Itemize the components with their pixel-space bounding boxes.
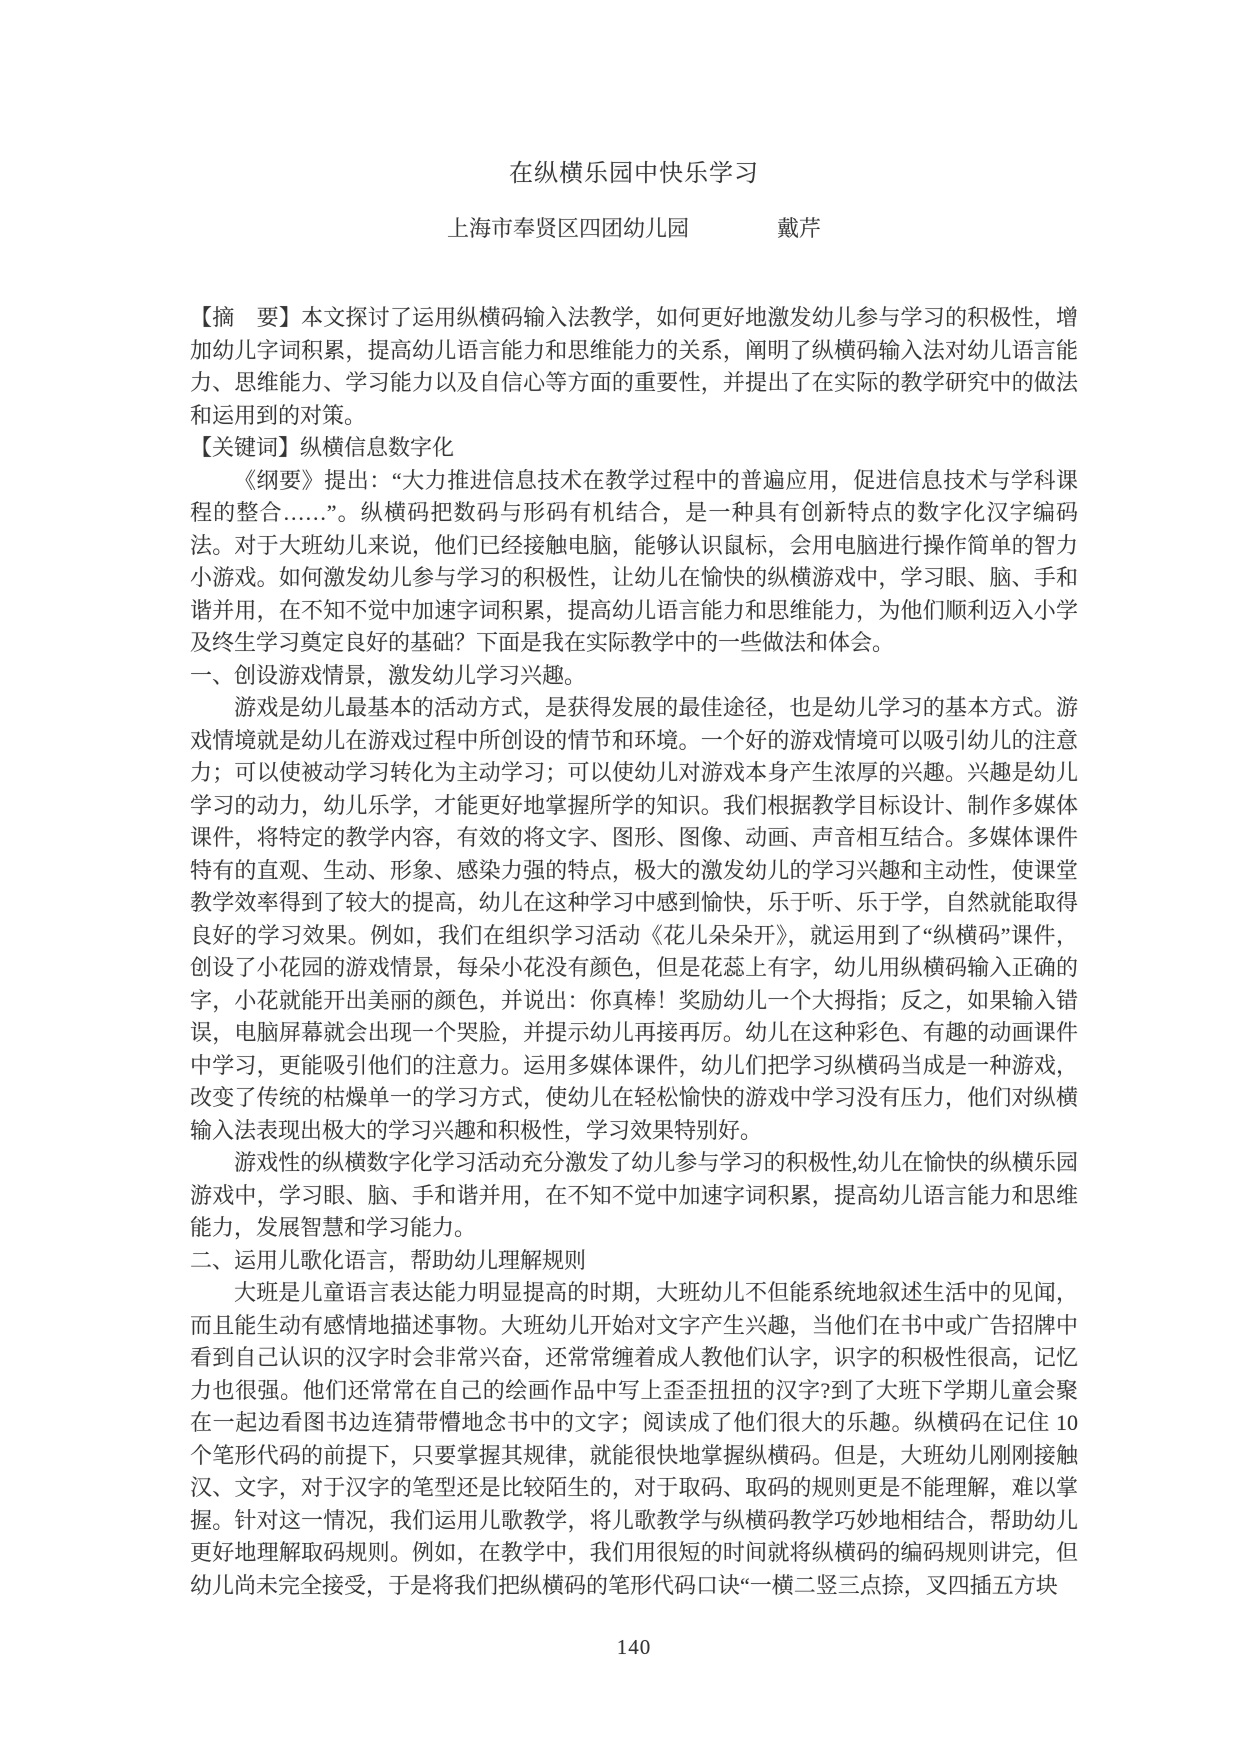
section-2-paragraph: 大班是儿童语言表达能力明显提高的时期，大班幼儿不但能系统地叙述生活中的见闻，而且能生动有感情地描述事物。大班幼儿开始对文字产生兴趣，当他们在书中或广告招牌中看到自己认识的汉字时会非常兴奋，还常常缠着成人教他们认字，识字的积极性很高，记忆力也很强。他们还常常在自己的绘画作品中写上歪歪扭扭的汉字?到了大班下学期儿童会聚在一起边看图书边连猜带懵地念书中的文字；阅读成了他们很大的乐趣。纵横码在记住 10 个笔形代码的前提下，只要掌握其规律，就能很快地掌握纵横码。但是，大班幼儿刚刚接触汉、文字，对于汉字的笔型还是比较陌生的，对于取码、取码的规则更是不能理解，难以掌握。针对这一情况，我们运用儿歌教学，将儿歌教学与纵横码教学巧妙地相结合，帮助幼儿更好地理解取码规则。例如，在教学中，我们用很短的时间就将纵横码的编码规则讲完，但幼儿尚未完全接受，于是将我们把纵横码的笔形代码口诀“一横二竖三点捺，叉四插五方块 [190,1280,1078,1598]
keywords-paragraph: 【关键词】纵横信息数字化 [190,435,455,460]
page-number: 140 [616,1635,652,1659]
section-1-summary-paragraph: 游戏性的纵横数字化学习活动充分激发了幼儿参与学习的积极性,幼儿在愉快的纵横乐园游戏中，学习眼、脑、手和谐并用，在不知不觉中加速字词积累，提高幼儿语言能力和思维能力，发展智慧和学习能力。 [190,1150,1078,1240]
section-2-heading: 二、运用儿歌化语言，帮助幼儿理解规则 [190,1247,587,1273]
section-1-paragraph: 游戏是幼儿最基本的活动方式，是获得发展的最佳途径，也是幼儿学习的基本方式。游戏情境就是幼儿在游戏过程中所创设的情节和环境。一个好的游戏情境可以吸引幼儿的注意力；可以使被动学习转化为主动学习；可以使幼儿对游戏本身产生浓厚的兴趣。兴趣是幼儿学习的动力，幼儿乐学，才能更好地掌握所学的知识。我们根据教学目标设计、制作多媒体课件，将特定的教学内容，有效的将文字、图形、图像、动画、声音相互结合。多媒体课件特有的直观、生动、形象、感染力强的特点，极大的激发幼儿的学习兴趣和主动性，使课堂教学效率得到了较大的提高，幼儿在这种学习中感到愉快，乐于听、乐于学，自然就能取得良好的学习效果。例如，我们在组织学习活动《花儿朵朵开》，就运用到了“纵横码”课件，创设了小花园的游戏情景，每朵小花没有颜色，但是花蕊上有字，幼儿用纵横码输入正确的字，小花就能开出美丽的颜色，并说出：你真棒！奖励幼儿一个大拇指；反之，如果输入错误，电脑屏幕就会出现一个哭脸，并提示幼儿再接再厉。幼儿在这种彩色、有趣的动画课件中学习，更能吸引他们的注意力。运用多媒体课件，幼儿们把学习纵横码当成是一种游戏，改变了传统的枯燥单一的学习方式，使幼儿在轻松愉快的游戏中学习没有压力，他们对纵横输入法表现出极大的学习兴趣和积极性，学习效果特别好。 [190,695,1078,1143]
document-byline: 上海市奉贤区四团幼儿园 戴芹 [446,216,821,241]
document-body [190,302,1078,1602]
introduction-paragraph: 《纲要》提出：“大力推进信息技术在教学过程中的普遍应用，促进信息技术与学科课程的整合……”。纵横码把数码与形码有机结合，是一种具有创新特点的数字化汉字编码法。对于大班幼儿来说，他们已经接触电脑，能够认识鼠标，会用电脑进行操作简单的智力小游戏。如何激发幼儿参与学习的积极性，让幼儿在愉快的纵横游戏中，学习眼、脑、手和谐并用，在不知不觉中加速字词积累，提高幼儿语言能力和思维能力，为他们顺利迈入小学及终生学习奠定良好的基础？下面是我在实际教学中的一些做法和体会。 [190,467,1078,655]
abstract-paragraph: 【摘 要】本文探讨了运用纵横码输入法教学，如何更好地激发幼儿参与学习的积极性，增加幼儿字词积累，提高幼儿语言能力和思维能力的关系，阐明了纵横码输入法对幼儿语言能力、思维能力、学习能力以及自信心等方面的重要性，并提出了在实际的教学研究中的做法和运用到的对策。 [190,305,1078,428]
section-1-heading: 一、创设游戏情景，激发幼儿学习兴趣。 [190,662,587,688]
document-title: 在纵横乐园中快乐学习 [509,161,759,187]
